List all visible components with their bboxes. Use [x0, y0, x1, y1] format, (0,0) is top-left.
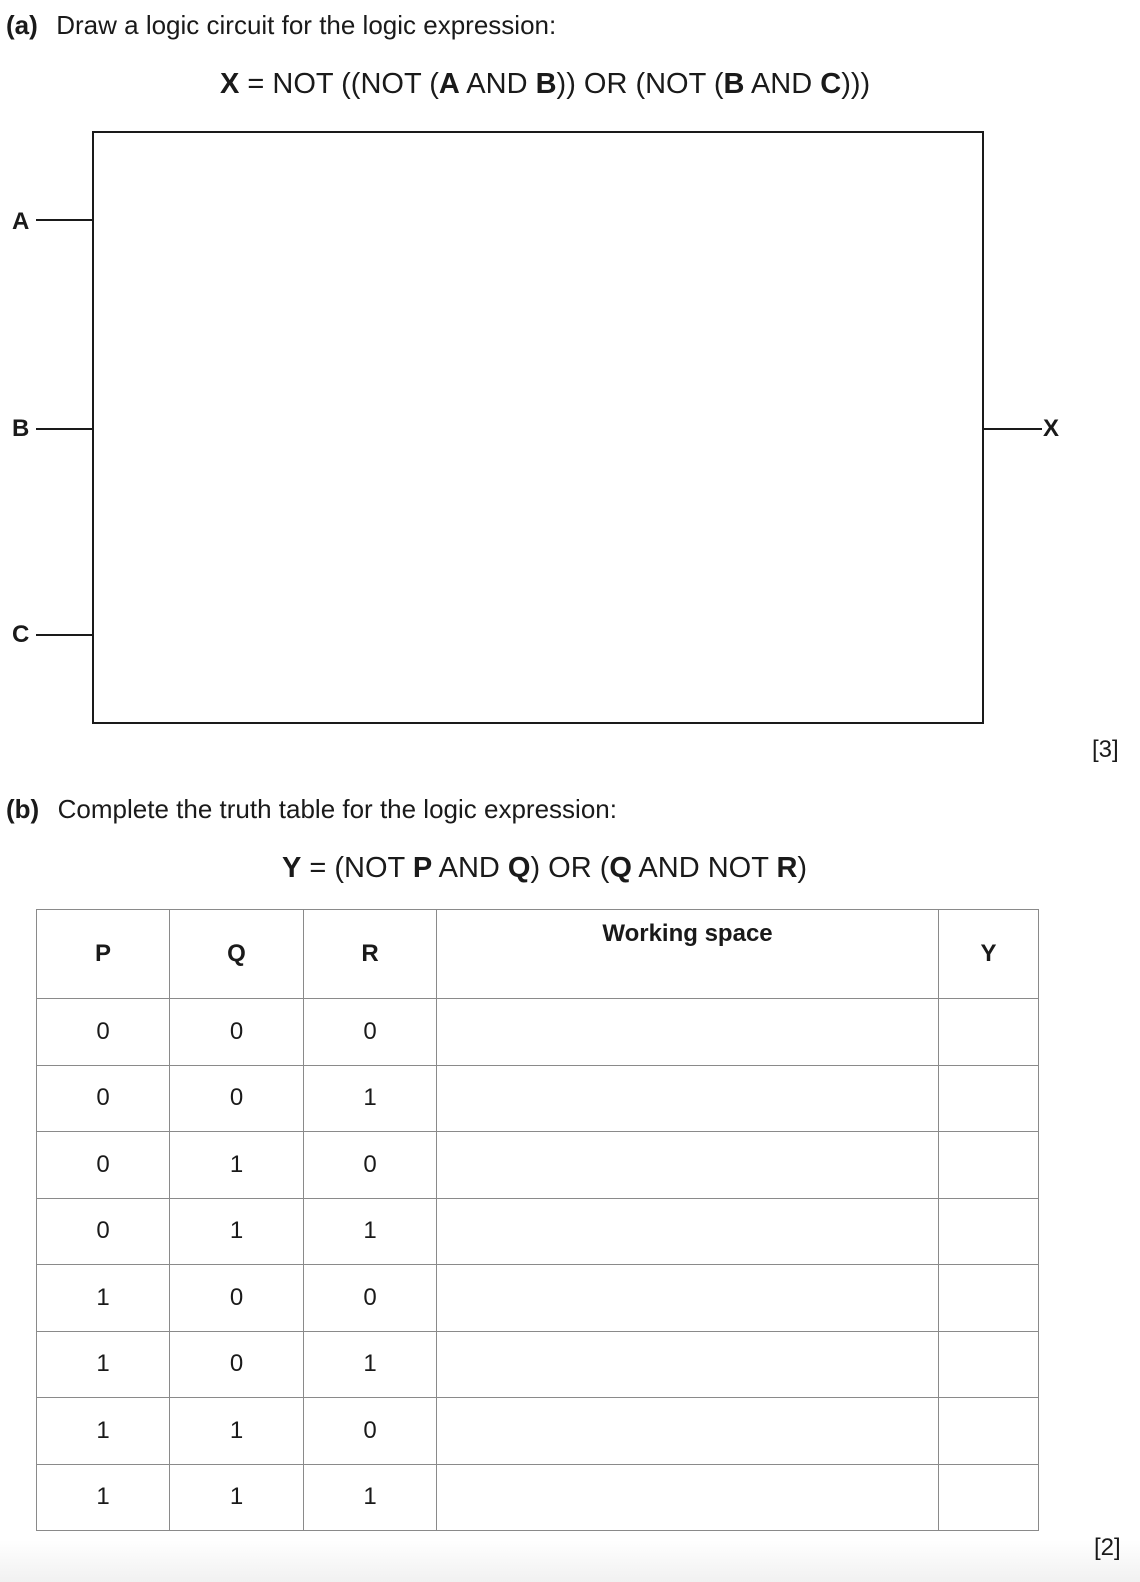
- answer-y-cell[interactable]: [939, 1265, 1039, 1332]
- cell-r: 0: [304, 1132, 437, 1199]
- cell-q: 1: [170, 1464, 304, 1531]
- cell-p: 0: [37, 999, 170, 1066]
- input-wire-c: [36, 634, 92, 636]
- cell-q: 0: [170, 1065, 304, 1132]
- cell-r: 0: [304, 1265, 437, 1332]
- cell-r: 1: [304, 1464, 437, 1531]
- question-b-label: (b): [6, 794, 40, 824]
- expr-y-var: Q: [609, 852, 632, 884]
- input-label-c: C: [12, 621, 30, 648]
- table-row: [37, 1331, 1039, 1398]
- cell-p: 0: [37, 1065, 170, 1132]
- question-a-heading: [6, 10, 556, 41]
- circuit-drawing-area[interactable]: [92, 131, 984, 724]
- page-bottom-shade: [0, 1540, 1140, 1582]
- table-row: [37, 1198, 1039, 1265]
- cell-p: 1: [37, 1331, 170, 1398]
- output-wire-x: [984, 428, 1042, 430]
- question-a-label: (a): [6, 10, 38, 40]
- marks-b: [2]: [1094, 1534, 1121, 1561]
- expr-x-part: = NOT ((NOT (: [239, 68, 439, 100]
- cell-r: 1: [304, 1331, 437, 1398]
- expr-y-part: ) OR (: [530, 852, 610, 884]
- answer-y-cell[interactable]: [939, 1198, 1039, 1265]
- cell-q: 0: [170, 1331, 304, 1398]
- expr-x-var: B: [723, 68, 745, 100]
- table-row: [37, 1464, 1039, 1531]
- cell-p: 0: [37, 1132, 170, 1199]
- expr-y-var: R: [776, 852, 798, 884]
- expr-y-part: AND NOT: [631, 852, 777, 884]
- expr-x-var: B: [535, 68, 557, 100]
- working-space-cell[interactable]: [437, 999, 939, 1066]
- cell-p: 1: [37, 1464, 170, 1531]
- expr-y-var: Q: [507, 852, 531, 884]
- cell-q: 0: [170, 1265, 304, 1332]
- question-a-instruction: Draw a logic circuit for the logic expression:: [56, 10, 557, 40]
- answer-y-cell[interactable]: [939, 999, 1039, 1066]
- table-row: [37, 999, 1039, 1066]
- expr-x-part: ))): [841, 68, 871, 100]
- expr-y-part: AND: [432, 852, 508, 884]
- expr-y-var: P: [412, 852, 433, 884]
- working-space-cell[interactable]: [437, 1132, 939, 1199]
- table-row: [37, 1132, 1039, 1199]
- output-label-x: X: [1043, 415, 1060, 442]
- header-p: P: [37, 910, 170, 999]
- working-space-cell[interactable]: [437, 1065, 939, 1132]
- working-space-cell[interactable]: [437, 1331, 939, 1398]
- question-b-heading: [6, 794, 617, 825]
- expr-y-output: Y: [282, 852, 302, 884]
- cell-r: 1: [304, 1198, 437, 1265]
- expression-y: [282, 852, 807, 885]
- expr-x-output: X: [220, 68, 240, 100]
- cell-q: 0: [170, 999, 304, 1066]
- answer-y-cell[interactable]: [939, 1331, 1039, 1398]
- working-space-cell[interactable]: [437, 1398, 939, 1465]
- cell-p: 1: [37, 1265, 170, 1332]
- expr-x-part: AND: [744, 68, 821, 100]
- table-row: [37, 1398, 1039, 1465]
- truth-table-header-row: [37, 910, 1039, 999]
- question-b-instruction: Complete the truth table for the logic expression:: [57, 794, 617, 824]
- input-label-a: A: [12, 208, 30, 235]
- expr-x-var: A: [438, 68, 460, 100]
- header-working-space: Working space: [437, 910, 939, 999]
- expr-y-part: ): [797, 852, 808, 884]
- working-space-cell[interactable]: [437, 1198, 939, 1265]
- input-label-b: B: [12, 415, 30, 442]
- cell-r: 0: [304, 999, 437, 1066]
- answer-y-cell[interactable]: [939, 1132, 1039, 1199]
- expr-y-part: = (NOT: [301, 852, 413, 884]
- working-space-cell[interactable]: [437, 1464, 939, 1531]
- answer-y-cell[interactable]: [939, 1065, 1039, 1132]
- table-row: [37, 1065, 1039, 1132]
- answer-y-cell[interactable]: [939, 1398, 1039, 1465]
- expr-x-part: AND: [459, 68, 536, 100]
- table-row: [37, 1265, 1039, 1332]
- cell-q: 1: [170, 1398, 304, 1465]
- marks-a: [3]: [1092, 736, 1119, 763]
- answer-y-cell[interactable]: [939, 1464, 1039, 1531]
- cell-q: 1: [170, 1198, 304, 1265]
- working-space-cell[interactable]: [437, 1265, 939, 1332]
- expr-x-var: C: [820, 68, 842, 100]
- header-y: Y: [939, 910, 1039, 999]
- input-wire-b: [36, 428, 92, 430]
- input-wire-a: [36, 219, 92, 221]
- cell-r: 0: [304, 1398, 437, 1465]
- header-r: R: [304, 910, 437, 999]
- expression-x: [220, 68, 870, 101]
- cell-p: 0: [37, 1198, 170, 1265]
- cell-r: 1: [304, 1065, 437, 1132]
- truth-table: [36, 909, 1039, 1531]
- cell-q: 1: [170, 1132, 304, 1199]
- cell-p: 1: [37, 1398, 170, 1465]
- expr-x-part: )) OR (NOT (: [556, 68, 724, 100]
- header-q: Q: [170, 910, 304, 999]
